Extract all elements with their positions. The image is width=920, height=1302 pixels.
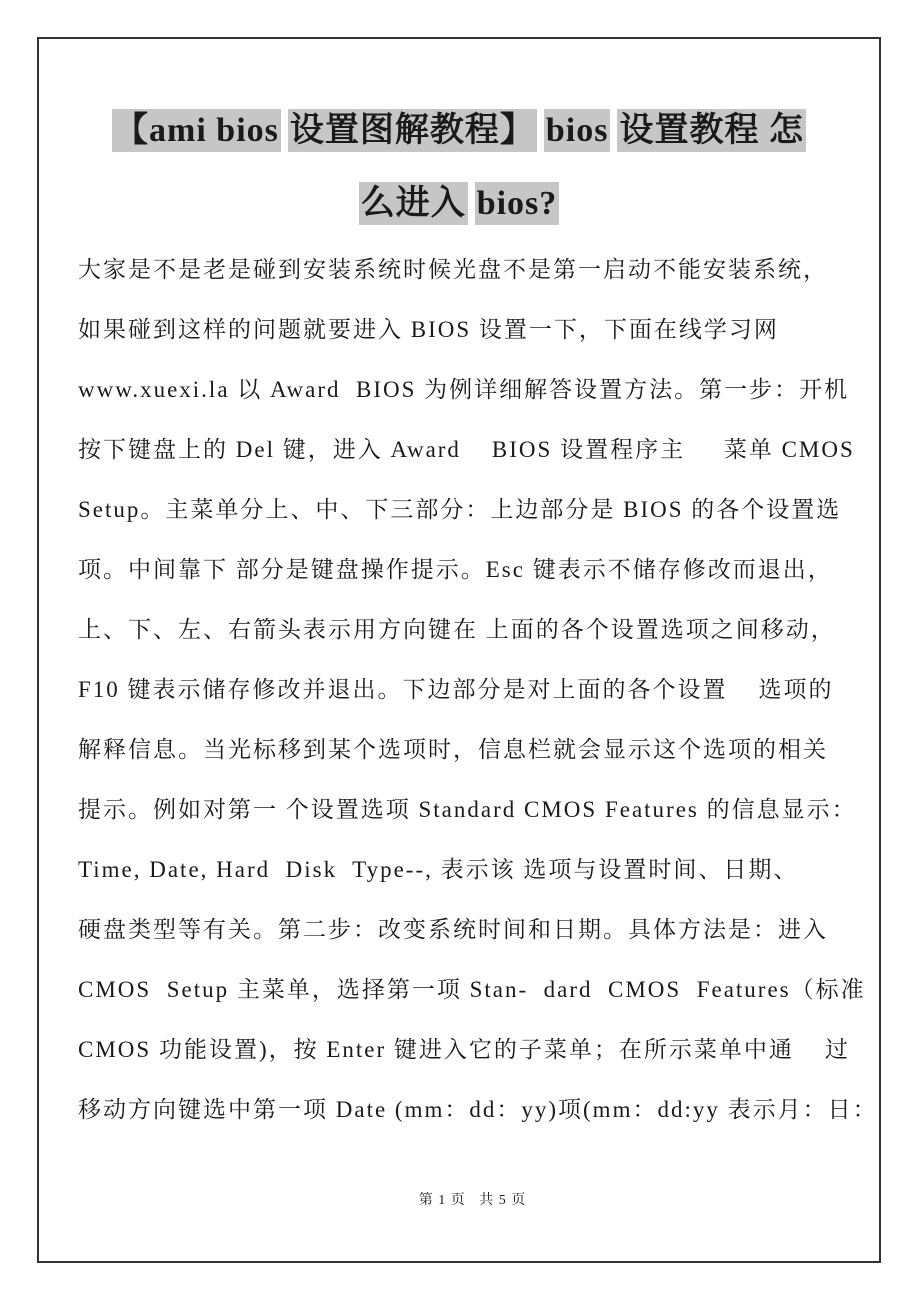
title-segment: 【ami bios <box>112 109 281 152</box>
body-line: 上、下、左、右箭头表示用方向键在 上面的各个设置选项之间移动， <box>78 617 836 642</box>
page-number-indicator: 第 1 页 共 5 页 <box>418 1193 527 1208</box>
body-text <box>39 240 879 1140</box>
body-line: 如果碰到这样的问题就要进入 BIOS 设置一下，下面在线学习网 <box>78 317 779 342</box>
body-line: www.xuexi.la 以 Award BIOS 为例详细解答设置方法。第一步：开机 <box>78 377 850 402</box>
title-line-1 <box>39 94 879 167</box>
title-segment: 么进入 <box>359 182 468 225</box>
body-line: F10 键表示储存修改并退出。下边部分是对上面的各个设置 选项的 <box>78 677 834 702</box>
body-line: CMOS 功能设置)，按 Enter 键进入它的子菜单；在所示菜单中通 过 <box>78 1037 850 1062</box>
body-line: 提示。例如对第一 个设置选项 Standard CMOS Features 的信息显示： <box>78 797 857 822</box>
body-line: 移动方向键选中第一项 Date (mm：dd：yy)项(mm：dd:yy 表示月：日： <box>78 1097 878 1122</box>
title-segment: bios <box>544 109 611 152</box>
body-line: CMOS Setup 主菜单，选择第一项 Stan- dard CMOS Features（标准 <box>78 977 866 1002</box>
title-segment: 设置教程 怎 <box>617 109 806 152</box>
title-line-2 <box>39 167 879 240</box>
body-line: 大家是不是老是碰到安装系统时候光盘不是第一启动不能安装系统， <box>78 257 828 282</box>
page-border-frame <box>37 37 881 1263</box>
title-segment: bios? <box>475 182 560 225</box>
body-line: Time, Date, Hard Disk Type--, 表示该 选项与设置时间、日期、 <box>78 857 799 882</box>
page-footer <box>39 1173 879 1225</box>
body-line: 解释信息。当光标移到某个选项时，信息栏就会显示这个选项的相关 <box>78 737 828 762</box>
body-line: Setup。主菜单分上、中、下三部分：上边部分是 BIOS 的各个设置选 <box>78 497 842 522</box>
body-line: 硬盘类型等有关。第二步：改变系统时间和日期。具体方法是：进入 <box>78 917 828 942</box>
body-line: 项。中间靠下 部分是键盘操作提示。Esc 键表示不储存修改而退出， <box>78 557 833 582</box>
document-title <box>39 94 879 240</box>
title-segment: 设置图解教程】 <box>288 109 537 152</box>
body-line: 按下键盘上的 Del 键，进入 Award BIOS 设置程序主 菜单 CMOS <box>78 437 855 462</box>
